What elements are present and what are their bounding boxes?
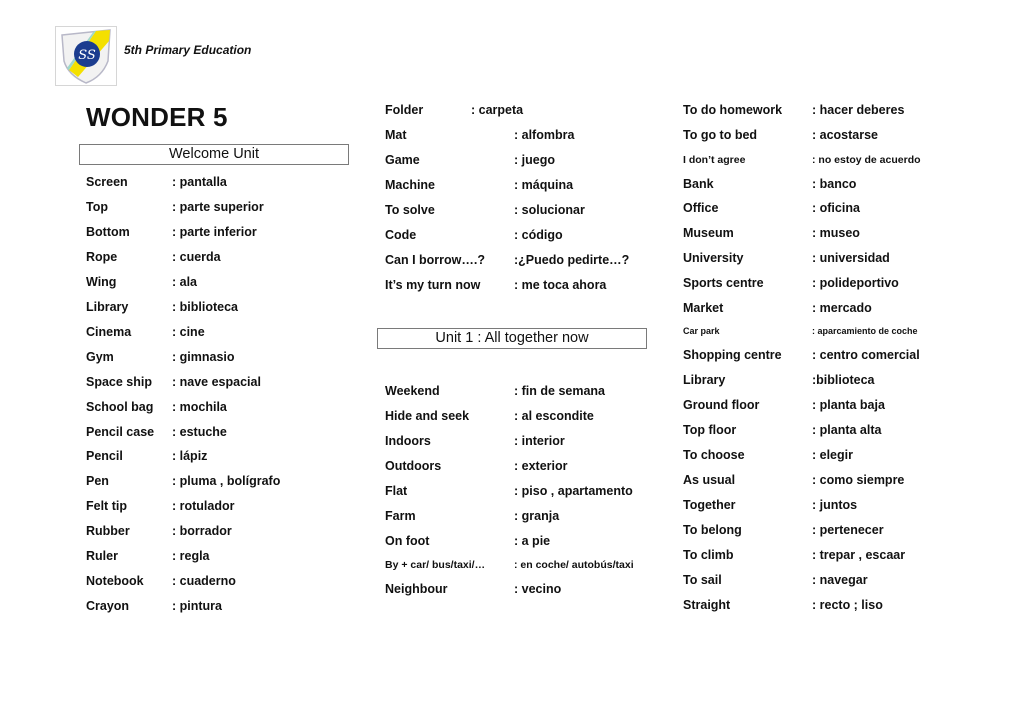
spanish-term: : interior: [514, 434, 565, 448]
english-term: To climb: [683, 548, 734, 562]
english-term: Market: [683, 301, 724, 315]
spanish-term: : parte inferior: [172, 225, 257, 239]
spanish-term: : exterior: [514, 459, 568, 473]
english-term: Together: [683, 498, 736, 512]
english-term: Office: [683, 201, 719, 215]
english-term: It’s my turn now: [385, 278, 481, 292]
spanish-term: : planta baja: [812, 398, 885, 412]
english-term: Can I borrow….?: [385, 253, 485, 267]
spanish-term: : cuaderno: [172, 574, 236, 588]
spanish-term: :¿Puedo pedirte…?: [514, 253, 630, 267]
section-unit-1: Unit 1 : All together now: [377, 328, 647, 349]
english-term: Car park: [683, 326, 720, 336]
english-term: Pen: [86, 474, 109, 488]
spanish-term: : trepar , escaar: [812, 548, 906, 562]
english-term: Gym: [86, 350, 114, 364]
english-term: Space ship: [86, 375, 152, 389]
english-term: Library: [683, 373, 726, 387]
english-term: Museum: [683, 226, 734, 240]
spanish-term: : al escondite: [514, 409, 594, 423]
spanish-term: : cine: [172, 325, 205, 339]
spanish-term: : juego: [514, 153, 555, 167]
spanish-term: : oficina: [812, 201, 860, 215]
english-term: As usual: [683, 473, 736, 487]
english-term: Farm: [385, 509, 416, 523]
english-term: Outdoors: [385, 459, 442, 473]
spanish-term: : a pie: [514, 534, 551, 548]
english-term: Top floor: [683, 423, 737, 437]
english-term: Notebook: [86, 574, 144, 588]
spanish-term: : regla: [172, 549, 210, 563]
english-term: Rope: [86, 250, 118, 264]
spanish-term: :biblioteca: [812, 373, 875, 387]
spanish-term: : mercado: [812, 301, 872, 315]
spanish-term: : ala: [172, 275, 198, 289]
english-term: Pencil: [86, 449, 123, 463]
english-term: Ground floor: [683, 398, 760, 412]
spanish-term: : alfombra: [514, 128, 575, 142]
spanish-term: : como siempre: [812, 473, 905, 487]
english-term: Machine: [385, 178, 436, 192]
english-term: To sail: [683, 573, 722, 587]
spanish-term: : pantalla: [172, 175, 227, 189]
spanish-term: : fin de semana: [514, 384, 605, 398]
spanish-term: : rotulador: [172, 499, 235, 513]
spanish-term: : polideportivo: [812, 276, 899, 290]
spanish-term: : vecino: [514, 582, 562, 596]
spanish-term: : pertenecer: [812, 523, 884, 537]
english-term: To choose: [683, 448, 745, 462]
spanish-term: : granja: [514, 509, 560, 523]
english-term: Weekend: [385, 384, 440, 398]
spanish-term: : acostarse: [812, 128, 879, 142]
english-term: Pencil case: [86, 425, 155, 439]
spanish-term: : biblioteca: [172, 300, 238, 314]
english-term: Straight: [683, 598, 731, 612]
english-term: To solve: [385, 203, 435, 217]
english-term: School bag: [86, 400, 154, 414]
spanish-term: : en coche/ autobús/taxi: [514, 559, 634, 571]
svg-text:SS: SS: [78, 48, 96, 63]
spanish-term: : pluma , bolígrafo: [172, 474, 281, 488]
english-term: Hide and seek: [385, 409, 470, 423]
spanish-term: : máquina: [514, 178, 574, 192]
spanish-term: : piso , apartamento: [514, 484, 633, 498]
spanish-term: : parte superior: [172, 200, 264, 214]
english-term: I don’t agree: [683, 154, 746, 166]
spanish-term: : hacer deberes: [812, 103, 905, 117]
english-term: Folder: [385, 103, 424, 117]
english-term: Cinema: [86, 325, 132, 339]
spanish-term: : nave espacial: [172, 375, 261, 389]
spanish-term: : planta alta: [812, 423, 882, 437]
english-term: By + car/ bus/taxi/…: [385, 559, 486, 571]
spanish-term: : borrador: [172, 524, 232, 538]
english-term: Bank: [683, 177, 714, 191]
spanish-term: : pintura: [172, 599, 222, 613]
spanish-term: : no estoy de acuerdo: [812, 154, 921, 166]
english-term: Bottom: [86, 225, 130, 239]
spanish-term: : código: [514, 228, 563, 242]
english-term: To go to bed: [683, 128, 758, 142]
school-label: 5th Primary Education: [124, 43, 252, 57]
spanish-term: : solucionar: [514, 203, 585, 217]
spanish-term: : lápiz: [172, 449, 208, 463]
english-term: Game: [385, 153, 420, 167]
english-term: Shopping centre: [683, 348, 782, 362]
spanish-term: : navegar: [812, 573, 868, 587]
english-term: Sports centre: [683, 276, 764, 290]
spanish-term: : banco: [812, 177, 857, 191]
english-term: Flat: [385, 484, 408, 498]
spanish-term: : museo: [812, 226, 860, 240]
spanish-term: : estuche: [172, 425, 227, 439]
spanish-term: : centro comercial: [812, 348, 920, 362]
english-term: Ruler: [86, 549, 118, 563]
english-term: Indoors: [385, 434, 431, 448]
english-term: Code: [385, 228, 417, 242]
english-term: University: [683, 251, 744, 265]
english-term: To do homework: [683, 103, 783, 117]
english-term: Neighbour: [385, 582, 448, 596]
english-term: Screen: [86, 175, 128, 189]
spanish-term: : universidad: [812, 251, 890, 265]
english-term: Mat: [385, 128, 407, 142]
english-term: Rubber: [86, 524, 130, 538]
school-crest-icon: [55, 26, 117, 86]
spanish-term: : aparcamiento de coche: [812, 326, 918, 336]
spanish-term: : me toca ahora: [514, 278, 607, 292]
spanish-term: : mochila: [172, 400, 227, 414]
spanish-term: : recto ; liso: [812, 598, 883, 612]
spanish-term: : juntos: [812, 498, 858, 512]
english-term: Wing: [86, 275, 117, 289]
spanish-term: : carpeta: [471, 103, 524, 117]
english-term: Library: [86, 300, 129, 314]
english-term: Felt tip: [86, 499, 127, 513]
spanish-term: : gimnasio: [172, 350, 235, 364]
english-term: On foot: [385, 534, 430, 548]
english-term: Top: [86, 200, 108, 214]
spanish-term: : cuerda: [172, 250, 221, 264]
section-welcome-unit: Welcome Unit: [79, 144, 349, 165]
english-term: To belong: [683, 523, 742, 537]
spanish-term: : elegir: [812, 448, 853, 462]
page-title: WONDER 5: [86, 102, 228, 132]
english-term: Crayon: [86, 599, 130, 613]
